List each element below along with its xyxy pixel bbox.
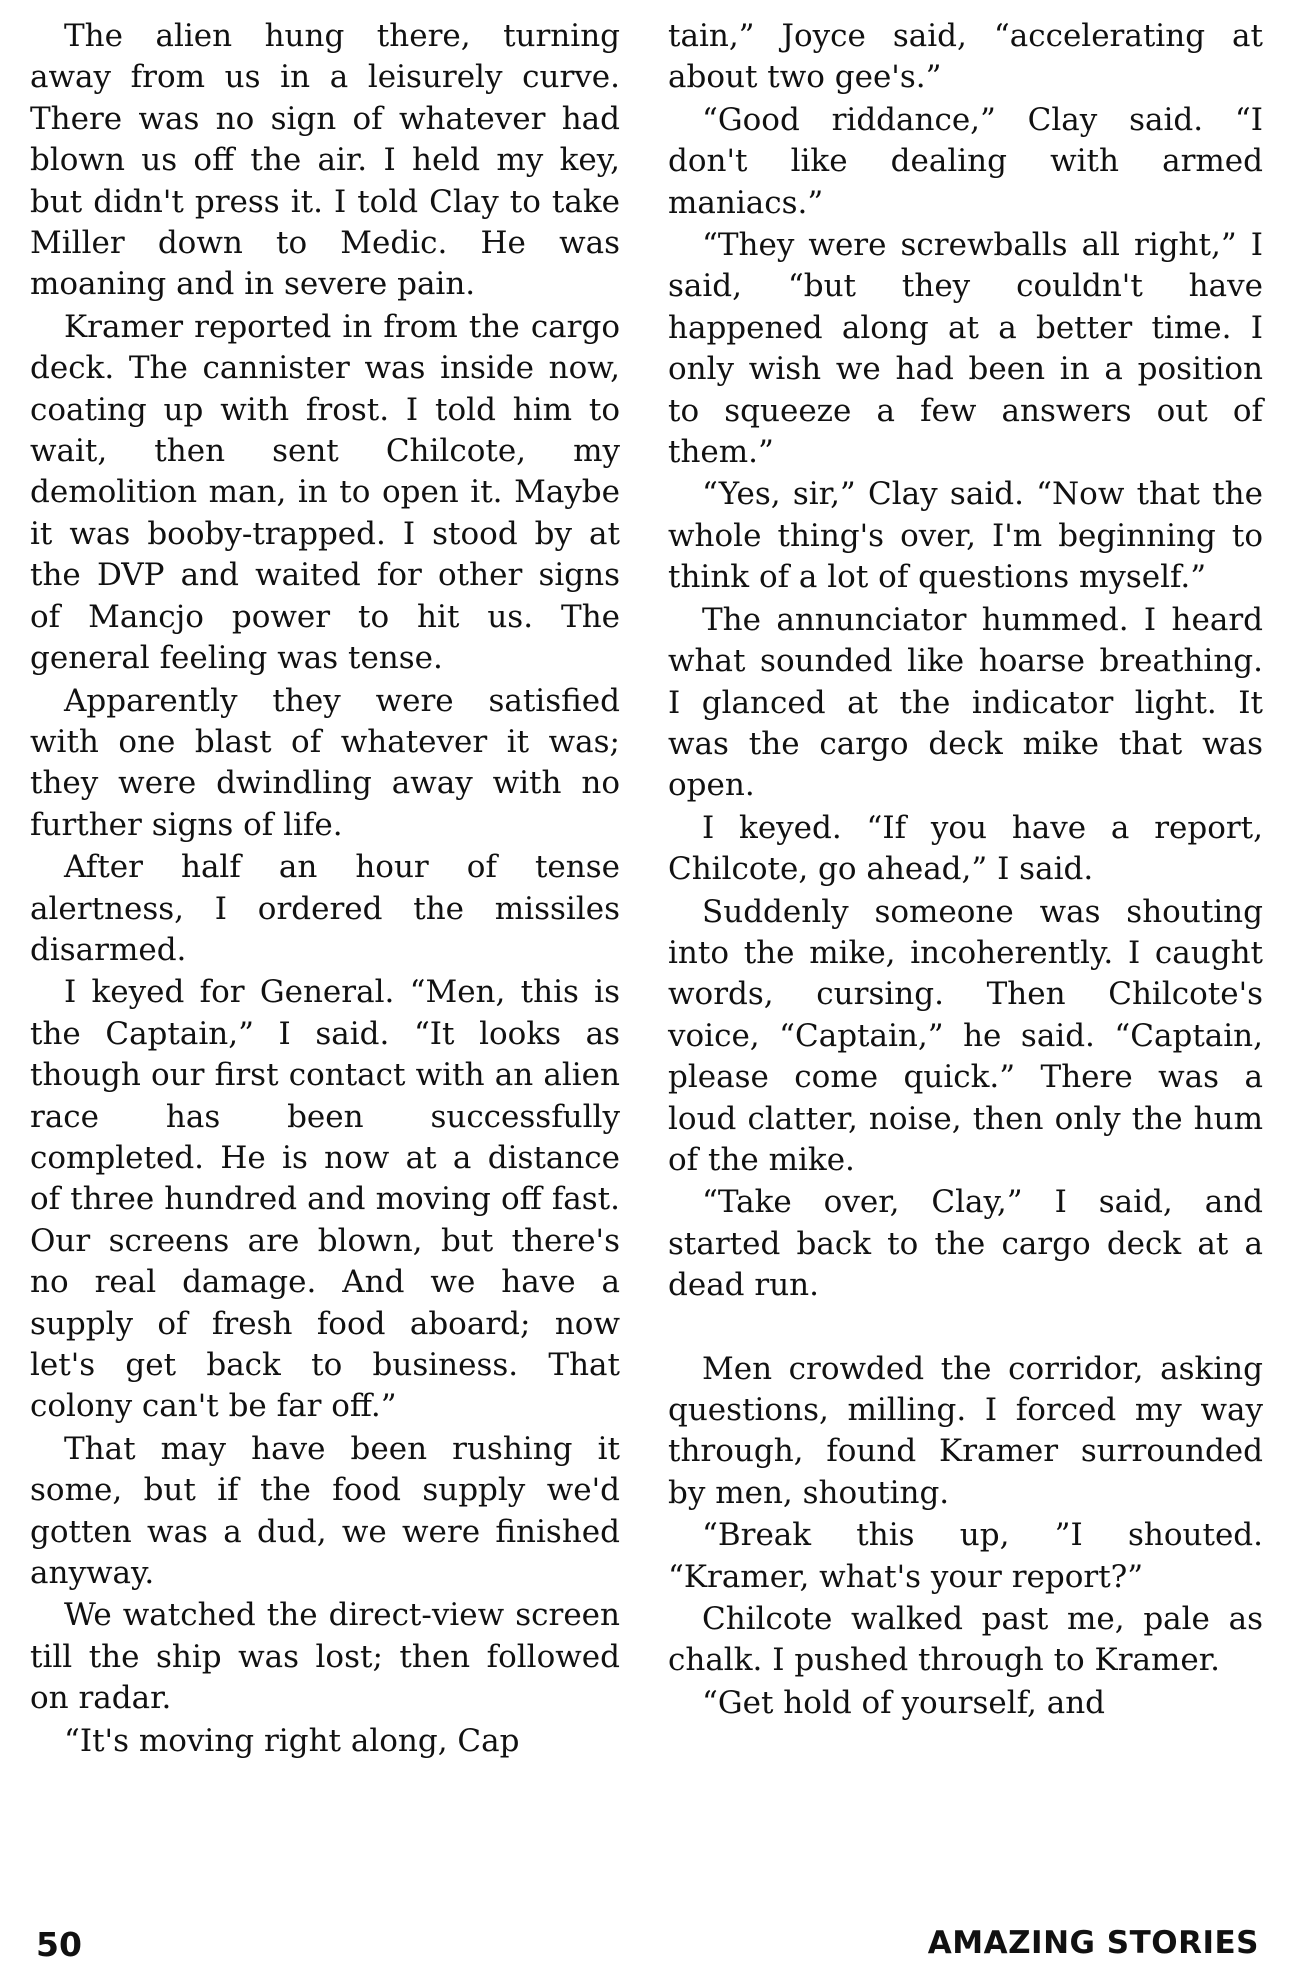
paragraph: We watched the direct-view screen till the ship was lost; then followed on radar. bbox=[30, 1597, 620, 1717]
paragraph: Apparently they were satisfied with one blast of whatever it was; they were dwindling away with no further signs of life. bbox=[30, 682, 620, 843]
paragraph: “Yes, sir,” Clay said. “Now that the whole thing's over, I'm beginning to think of a lot of questions myself.” bbox=[668, 476, 1263, 596]
paragraph: Suddenly someone was shouting into the mike, incoherently. I caught words, cursing. Then Chilcote's voice, “Captain,” he said. “Captain, please come quick.” There was a loud clatter, noise, then only the hum of the mike. bbox=[668, 893, 1263, 1178]
paragraph: I keyed for General. “Men, this is the Captain,” I said. “It looks as though our first contact with an alien race has been successfully completed. He is now at a distance of three hundred and moving off fast. Our screens are blown, but there's no real damage. And we have a supply of fresh food aboard; now let's get back to business. That colony can't be far off.” bbox=[30, 974, 620, 1425]
paragraph: Kramer reported in from the cargo deck. The cannister was inside now, coating up with frost. I told him to wait, then sent Chilcote, my demolition man, in to open it. Maybe it was booby-trapped. I stood by at the DVP and waited for other signs of Mancjo power to hit us. The general feeling was tense. bbox=[30, 308, 620, 677]
continued-paragraph: tain,” Joyce said, “accelerating at about two gee's.” bbox=[668, 18, 1263, 96]
paragraph: The annunciator hummed. I heard what sounded like hoarse breathing. I glanced at the indicator light. It was the cargo deck mike that was open. bbox=[668, 601, 1263, 804]
paragraph: “Take over, Clay,” I said, and started back to the cargo deck at a dead run. bbox=[668, 1184, 1263, 1304]
paragraph: I keyed. “If you have a report, Chilcote, go ahead,” I said. bbox=[668, 809, 1263, 888]
paragraph: “Get hold of yourself, and bbox=[702, 1684, 1105, 1721]
paragraph: That may have been rushing it some, but if the food supply we'd gotten was a dud, we were finished anyway. bbox=[30, 1430, 620, 1592]
paragraph: “It's moving right along, Cap bbox=[64, 1722, 520, 1759]
paragraph: After half an hour of tense alertness, I ordered the missiles disarmed. bbox=[30, 849, 620, 968]
paragraph: “Good riddance,” Clay said. “I don't like dealing with armed maniacs.” bbox=[668, 101, 1263, 221]
right-text-column bbox=[668, 16, 1263, 1724]
magazine-title: AMAZING STORIES bbox=[927, 1925, 1259, 1961]
paragraph: Chilcote walked past me, pale as chalk. I pushed through to Kramer. bbox=[668, 1601, 1263, 1679]
page-number: 50 bbox=[36, 1925, 82, 1964]
paragraph: “They were screwballs all right,” I said, “but they couldn't have happened along at a better time. I only wish we had been in a position to squeeze a few answers out of them.” bbox=[668, 227, 1263, 471]
paragraph: The alien hung there, turning away from us in a leisurely curve. There was no sign of whatever had blown us off the air. I held my key, but didn't press it. I told Clay to take Miller down to Medic. He was moaning and in severe pain. bbox=[30, 18, 620, 303]
paragraph: “Break this up, ”I shouted. “Kramer, what's your report?” bbox=[668, 1517, 1263, 1595]
left-text-column bbox=[30, 16, 620, 1762]
section-start-paragraph: Men crowded the corridor, asking questions, milling. I forced my way through, found Kramer surrounded by men, shouting. bbox=[668, 1350, 1263, 1511]
